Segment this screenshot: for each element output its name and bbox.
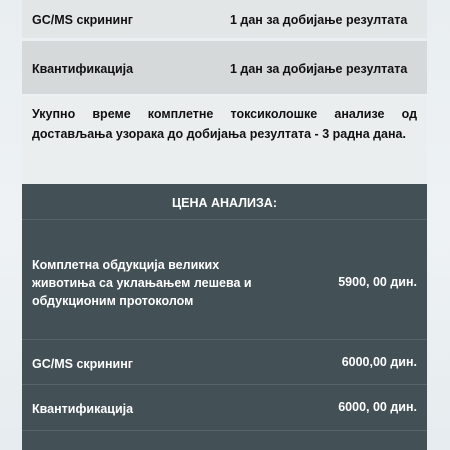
analysis-timing-table [22, 0, 427, 94]
price-row-value: 6000,00 дин. [341, 355, 417, 369]
divider [22, 384, 427, 385]
divider [22, 430, 427, 431]
price-row-name: Комплетна обдукција великих животиња са уклањањем лешева и обдукционим протоколом [32, 258, 252, 308]
timing-row-name: Квантификација [32, 62, 134, 76]
divider [22, 339, 427, 340]
divider [22, 219, 427, 220]
timing-row [22, 0, 427, 38]
price-table [22, 184, 427, 450]
price-row-name: Квантификација [32, 402, 134, 416]
timing-row [22, 41, 427, 94]
total-time-note [22, 96, 427, 184]
timing-row-value: 1 дан за добијање резултата [230, 62, 408, 76]
total-time-text: Укупно време комплетне токсиколошке анализе од достављања узорака до добијања резултата - 3 радна дана. [32, 107, 417, 141]
price-row-value: 6000, 00 дин. [338, 400, 417, 414]
price-row-value: 5900, 00 дин. [338, 275, 417, 289]
timing-row-value: 1 дан за добијање резултата [230, 13, 408, 27]
price-row-name: GC/MS скрининг [32, 357, 133, 371]
price-table-title: ЦЕНА АНАЛИЗА: [171, 196, 277, 210]
timing-row-name: GC/MS скрининг [32, 13, 133, 27]
